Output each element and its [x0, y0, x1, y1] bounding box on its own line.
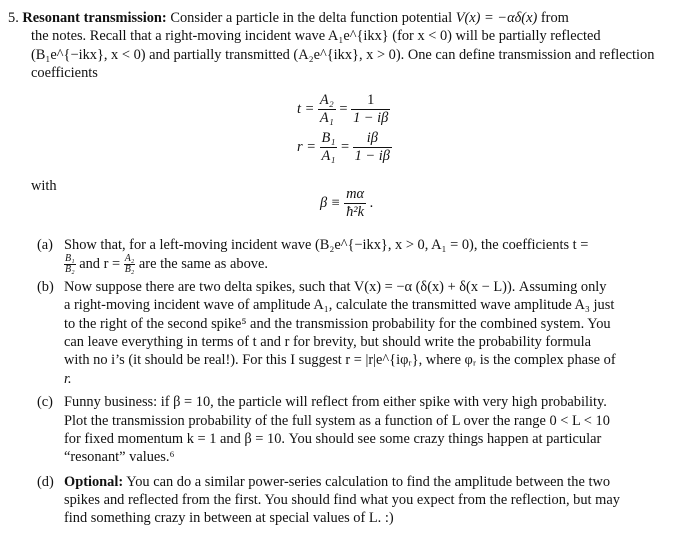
intro-text-1b: from [540, 10, 569, 26]
beta-num: mα [346, 186, 365, 202]
t-equals: = [339, 100, 348, 117]
problem-intro-line-1 [8, 9, 569, 27]
beta-equation [320, 186, 373, 221]
part-c-label: (c) [37, 394, 53, 410]
part-a-line-1: Show that, for a left-moving incident wave (B₂e^{−ikx}, x > 0, A₁ = 0), the coefficients t = [64, 237, 589, 253]
beta-lhs: β ≡ [320, 194, 341, 211]
r-fraction-2 [353, 130, 392, 165]
problem-intro-line-4: coefficients [31, 65, 98, 81]
part-d-optional: Optional: [64, 474, 124, 490]
part-c-line-2: Plot the transmission probability of the full system as a function of L over the range 0 < L < 10 [64, 413, 610, 429]
part-a-frac1-num: B₁ [65, 253, 75, 264]
t-frac2-den: 1 − iβ [353, 110, 389, 126]
r-frac1-num: B₁ [321, 130, 336, 146]
problem-number: 5. [8, 10, 19, 26]
r-frac1-den: A₁ [321, 148, 336, 164]
part-b-line-2: a right-moving incident wave of amplitude A₁, calculate the transmitted wave amplitude A₃ just [64, 297, 615, 313]
part-d-line-1 [64, 473, 610, 491]
r-fraction-1 [320, 130, 338, 165]
part-d-line-1-text: You can do a similar power-series calculation to find the amplitude between the two [126, 474, 611, 490]
beta-fraction [344, 186, 366, 221]
with-label: with [31, 178, 57, 194]
problem-intro-line-2: the notes. Recall that a right-moving incident wave A₁e^{ikx} (for x < 0) will be partially reflected [31, 28, 601, 44]
r-frac2-num: iβ [353, 130, 392, 148]
part-b-line-4: can leave everything in terms of t and r for brevity, but should write the probability formula [64, 334, 591, 350]
part-b-line-6: r. [64, 371, 72, 387]
part-b-line-1: Now suppose there are two delta spikes, such that V(x) = −α (δ(x) + δ(x − L)). Assuming only [64, 279, 607, 295]
beta-den: ħ²k [346, 204, 365, 220]
r-equals: = [340, 138, 350, 155]
intro-text-1a: Consider a particle in the delta function potential [170, 10, 453, 26]
r-frac2-den: 1 − iβ [354, 148, 390, 164]
part-b-line-3: to the right of the second spike⁵ and the transmission probability for the combined system. You [64, 316, 611, 332]
t-frac1-den: A₁ [319, 110, 334, 126]
part-a-frac2-den: B₂ [124, 264, 135, 275]
t-lhs: t = [297, 100, 315, 117]
t-fraction-2 [351, 92, 390, 127]
problem-title: Resonant transmission: [22, 10, 167, 26]
part-a-line-2 [64, 254, 268, 275]
part-a-label: (a) [37, 237, 53, 253]
part-a-mid: and r = [79, 255, 121, 272]
problem-intro-line-3: (B₁e^{−ikx}, x < 0) and partially transmitted (A₂e^{ikx}, x > 0). One can define transmission and reflection [31, 47, 655, 63]
part-d-line-2: spikes and reflected from the first. You should find what you expect from the reflection, but may [64, 492, 620, 508]
part-d-label: (d) [37, 474, 54, 490]
potential-expression: V(x) = −αδ(x) [455, 10, 538, 26]
part-a-frac-2 [124, 254, 136, 275]
part-a-frac2-num: A₂ [124, 253, 135, 264]
t-frac1-num: A₂ [319, 92, 334, 108]
part-b-label: (b) [37, 279, 54, 295]
part-c-line-3: for fixed momentum k = 1 and β = 10. You should see some crazy things happen at particular [64, 431, 602, 447]
part-c-line-1: Funny business: if β = 10, the particle will reflect from either spike with very high probability. [64, 394, 607, 410]
part-a-frac-1 [64, 254, 76, 275]
beta-end: . [369, 194, 374, 211]
part-b-line-5: with no i’s (it should be real!). For this I suggest r = |r|e^{iφᵣ}, where φᵣ is the complex phase of [64, 352, 616, 368]
r-equation [297, 130, 392, 165]
part-c-line-4: “resonant” values.⁶ [64, 449, 175, 465]
t-frac2-num: 1 [351, 92, 390, 110]
part-a-end: are the same as above. [138, 255, 268, 272]
part-a-frac1-den: B₂ [65, 264, 75, 275]
t-equation [297, 92, 390, 127]
part-d-line-3: find something crazy in between at special values of L. :) [64, 510, 394, 526]
r-lhs: r = [297, 138, 316, 155]
t-fraction-1 [318, 92, 336, 127]
